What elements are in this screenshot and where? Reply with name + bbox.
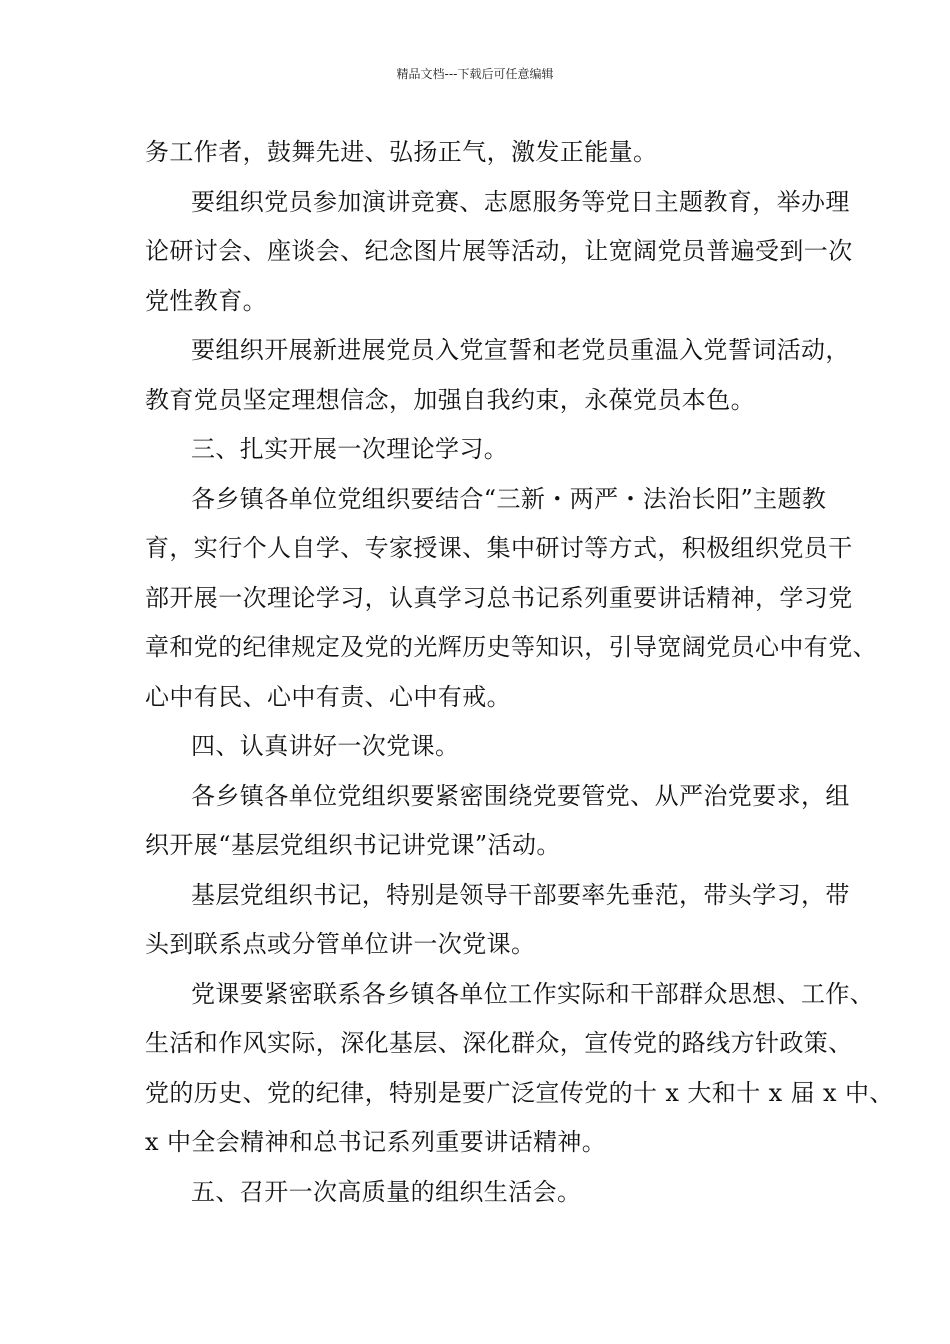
text-line: 五、召开一次高质量的组织生活会。 [191, 1177, 582, 1206]
text-line: 务工作者，鼓舞先进、弘扬正气，激发正能量。 [145, 138, 658, 166]
paragraph-9 [145, 970, 894, 1168]
text-line: 要组织党员参加演讲竞赛、志愿服务等党日主题教育，举办理 [191, 187, 850, 216]
text-line: 三、扎实开展一次理论学习。 [191, 435, 509, 463]
section-heading-5 [145, 1168, 835, 1218]
section-heading-4 [145, 722, 835, 772]
paragraph-8 [145, 871, 850, 970]
text-line: 织开展“基层党组织书记讲党课”活动。 [145, 831, 561, 859]
text-line: 心中有民、心中有责、心中有戒。 [145, 682, 511, 711]
text-line: 教育党员坚定理想信念，加强自我约束，永葆党员本色。 [145, 385, 755, 414]
text-line: 部开展一次理论学习，认真学习总书记系列重要讲话精神，学习党 [145, 583, 853, 612]
section-heading-3 [145, 425, 835, 475]
text-line: 各乡镇各单位党组织要结合“三新・两严・法治长阳”主题教 [191, 484, 827, 513]
text-line: 党的历史、党的纪律，特别是要广泛宣传党的十 x 大和十 x 届 x 中、 [145, 1078, 894, 1107]
text-line: 要组织开展新进展党员入党宣誓和老党员重温入党誓词活动， [191, 336, 850, 364]
text-line: 章和党的纪律规定及党的光辉历史等知识，引导宽阔党员心中有党、 [145, 633, 877, 661]
paragraph-5 [145, 475, 877, 723]
document-body [145, 128, 894, 1217]
text-line: 党课要紧密联系各乡镇各单位工作实际和干部群众思想、工作、 [191, 979, 875, 1008]
page-header: 精品文档---下载后可任意编辑 [396, 67, 554, 81]
paragraph-7 [145, 772, 850, 871]
text-line: 党性教育。 [145, 286, 267, 315]
text-line: 育，实行个人自学、专家授课、集中研讨等方式，积极组织党员干 [145, 534, 853, 562]
text-line: 各乡镇各单位党组织要紧密围绕党要管党、从严治党要求，组 [191, 781, 850, 810]
text-line: 基层党组织书记，特别是领导干部要率先垂范，带头学习，带 [191, 880, 850, 909]
text-line: 论研讨会、座谈会、纪念图片展等活动，让宽阔党员普遍受到一次 [145, 237, 853, 265]
text-line: 生活和作风实际，深化基层、深化群众，宣传党的路线方针政策、 [145, 1029, 853, 1057]
paragraph-1 [145, 128, 835, 178]
text-line: 头到联系点或分管单位讲一次党课。 [145, 930, 536, 958]
paragraph-3 [145, 326, 850, 425]
text-line: 四、认真讲好一次党课。 [191, 732, 460, 760]
text-line: x 中全会精神和总书记系列重要讲话精神。 [145, 1128, 607, 1156]
paragraph-2 [145, 178, 853, 327]
